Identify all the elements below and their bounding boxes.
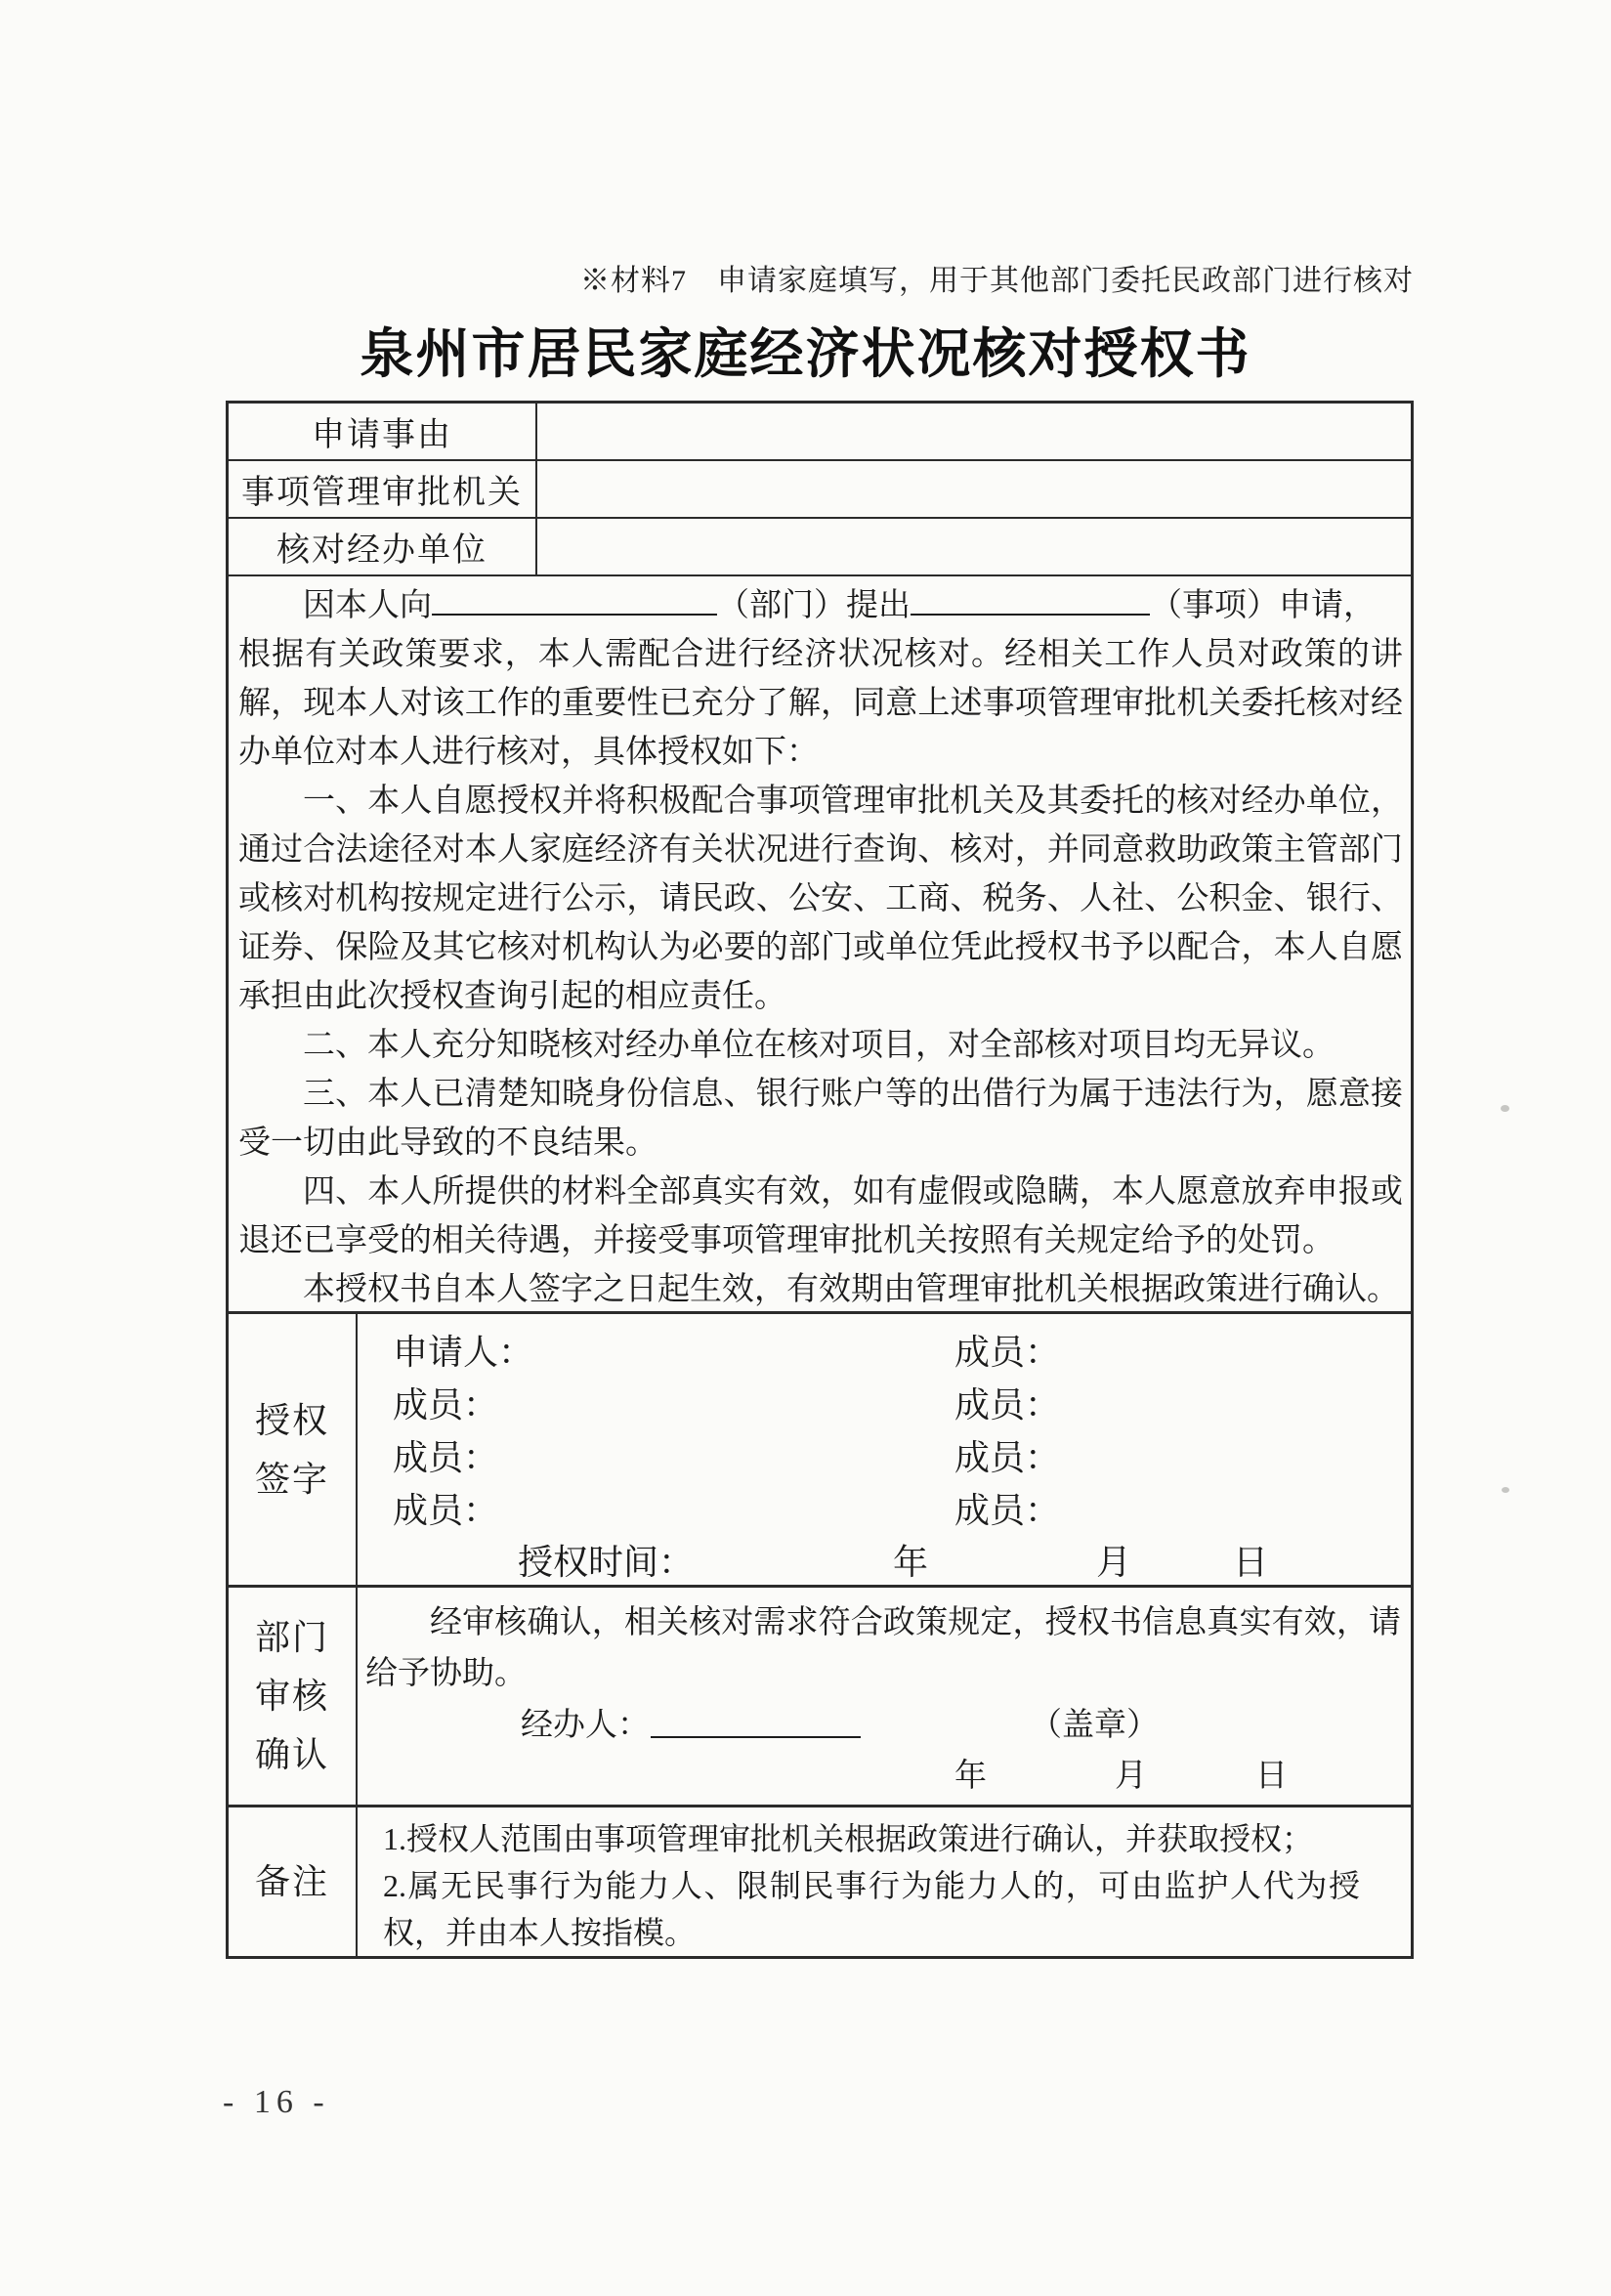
fill-in-blank <box>911 608 1150 616</box>
terms-paragraph: 一、本人自愿授权并将积极配合事项管理审批机关及其委托的核对经办单位，通过合法途径对本人家庭经济有关状况进行查询、核对，并同意救助政策主管部门或核对机构按规定进行公示，请民政、公安、工商、税务、人社、公积金、银行、证券、保险及其它核对机构认为必要的部门或单位凭此授权书予以配合，本人自愿承担由此次授权查询引起的相应责任。 <box>238 784 1403 1014</box>
info-row <box>229 461 1411 519</box>
info-row-label: 核对经办单位 <box>229 519 537 574</box>
review-date-row <box>358 1752 1411 1801</box>
signature-slot: 申请人： <box>393 1333 534 1372</box>
section-label-line: 审核 <box>254 1677 329 1716</box>
remarks-content <box>358 1807 1411 1956</box>
day-label: 日 <box>1233 1543 1269 1582</box>
terms-paragraph: 四、本人所提供的材料全部真实有效，如有虚假或隐瞒，本人愿意放弃申报或退还已享受的相关待遇，并接受事项管理审批机关按照有关规定给予的处罚。 <box>238 1174 1403 1258</box>
scan-speck <box>1502 1487 1509 1493</box>
info-row-value <box>537 461 1411 517</box>
signature-rows <box>393 1326 1411 1537</box>
signature-section <box>229 1314 1411 1588</box>
page-title: 泉州市居民家庭经济状况核对授权书 <box>360 324 1251 384</box>
review-statement: 经审核确认，相关核对需求符合政策规定，授权书信息真实有效，请给予协助。 <box>365 1605 1401 1691</box>
scan-speck <box>1501 1105 1509 1112</box>
day-label: 日 <box>1255 1759 1288 1794</box>
signature-slot: 成员： <box>954 1385 1061 1424</box>
info-row-label: 事项管理审批机关 <box>229 461 537 517</box>
remarks-label-text: 备注 <box>254 1862 329 1901</box>
section-label-line: 授权 <box>254 1400 329 1440</box>
form-material-note: ※材料7 申请家庭填写，用于其他部门委托民政部门进行核对 <box>580 265 1414 297</box>
department-review-content <box>358 1588 1411 1805</box>
authorization-terms <box>229 576 1411 1314</box>
info-row-value <box>537 404 1411 459</box>
signature-slot: 成员： <box>393 1385 499 1424</box>
signature-slot: 成员： <box>393 1438 499 1477</box>
remark-item: 1.授权人范围由事项管理审批机关根据政策进行确认，并获取授权； <box>383 1821 1314 1856</box>
year-label: 年 <box>893 1543 929 1582</box>
operator-signature-blank <box>651 1736 861 1738</box>
signature-slots <box>358 1314 1411 1585</box>
remarks-label <box>229 1807 358 1956</box>
info-row-label: 申请事由 <box>229 404 537 459</box>
department-review-section <box>229 1588 1411 1807</box>
signature-slot: 成员： <box>954 1491 1061 1530</box>
terms-paragraph: 三、本人已清楚知晓身份信息、银行账户等的出借行为属于违法行为，愿意接受一切由此导致的不良结果。 <box>238 1077 1403 1161</box>
signature-row <box>393 1431 1411 1484</box>
operator-label: 经办人： <box>521 1708 650 1743</box>
section-label-line: 部门 <box>254 1618 329 1657</box>
authorization-time-label: 授权时间： <box>518 1543 695 1582</box>
authorization-time-row <box>393 1537 1411 1585</box>
signature-section-label <box>229 1314 358 1585</box>
signature-row <box>393 1326 1411 1379</box>
fill-in-blank <box>432 608 717 616</box>
terms-paragraph: 二、本人充分知晓核对经办单位在核对项目，对全部核对项目均无异议。 <box>303 1028 1335 1063</box>
signature-row <box>393 1484 1411 1537</box>
remark-item: 2.属无民事行为能力人、限制民事行为能力人的，可由监护人代为授权，并由本人按指模。 <box>383 1868 1360 1950</box>
signature-row <box>393 1379 1411 1431</box>
department-review-label <box>229 1588 358 1805</box>
info-row-value <box>537 519 1411 574</box>
month-label: 月 <box>1096 1543 1132 1582</box>
signature-slot: 成员： <box>393 1491 499 1530</box>
section-label-line: 签字 <box>254 1459 329 1499</box>
info-row <box>229 404 1411 461</box>
section-label-line: 确认 <box>254 1735 329 1774</box>
year-label: 年 <box>954 1759 987 1794</box>
operator-row <box>358 1699 1411 1752</box>
month-label: 月 <box>1115 1759 1147 1794</box>
remarks-section <box>229 1807 1411 1956</box>
seal-label: （盖章） <box>1030 1708 1159 1743</box>
info-row <box>229 519 1411 576</box>
terms-paragraph: 因本人向 （部门）提出 （事项）申请， 根据有关政策要求，本人需配合进行经济状况核对。经相关工作人员对政策的讲解，现本人对该工作的重要性已充分了解，同意上述事项管理审批机关委托核对经办单位对本人进行核对，具体授权如下： <box>238 588 1403 770</box>
authorization-form-table <box>226 401 1414 1959</box>
signature-slot: 成员： <box>954 1438 1061 1477</box>
info-rows <box>229 404 1411 576</box>
page-number: - 16 - <box>223 2084 330 2120</box>
terms-paragraph: 本授权书自本人签字之日起生效，有效期由管理审批机关根据政策进行确认。 <box>303 1272 1399 1307</box>
signature-slot: 成员： <box>954 1333 1061 1372</box>
